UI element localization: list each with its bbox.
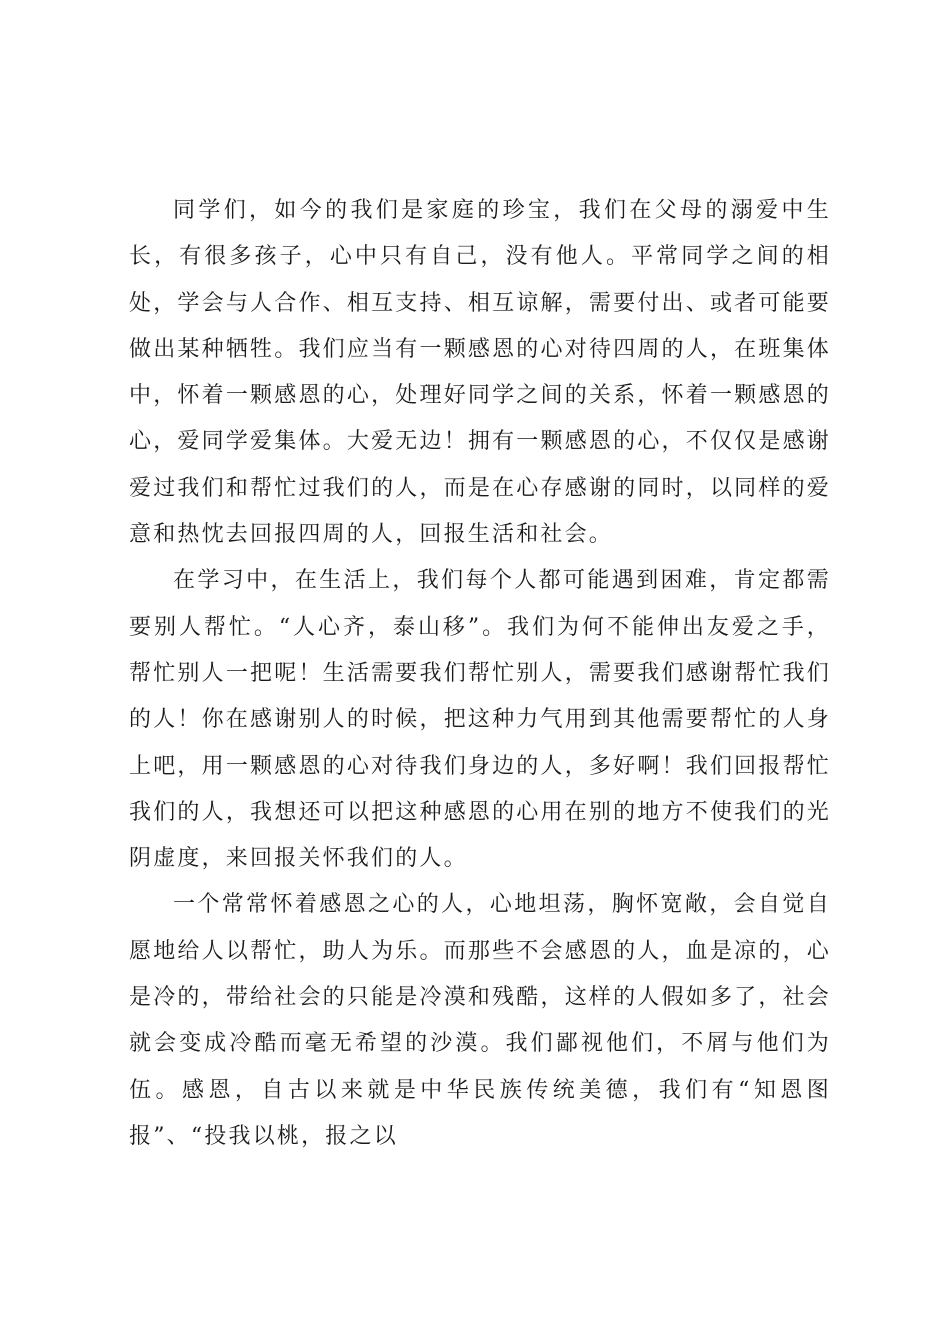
paragraph-2: 在学习中，在生活上，我们每个人都可能遇到困难，肯定都需要别人帮忙。“人心齐，泰山移”。我们为何不能伸出友爱之手，帮忙别人一把呢！生活需要我们帮忙别人，需要我们感谢帮忙我们的人！你在感谢别人的时候，把这种力气用到其他需要帮忙的人身上吧，用一颗感恩的心对待我们身边的人，多好啊！我们回报帮忙我们的人，我想还可以把这种感恩的心用在别的地方不使我们的光阴虚度，来回报关怀我们的人。 (129, 568, 831, 872)
paragraph-1: 同学们，如今的我们是家庭的珍宝，我们在父母的溺爱中生长，有很多孩子，心中只有自己，没有他人。平常同学之间的相处，学会与人合作、相互支持、相互谅解，需要付出、或者可能要做出某种牺牲。我们应当有一颗感恩的心对待四周的人，在班集体中，怀着一颗感恩的心，处理好同学之间的关系，怀着一颗感恩的心，爱同学爱集体。大爱无边！拥有一颗感恩的心，不仅仅是感谢爱过我们和帮忙过我们的人，而是在心存感谢的同时，以同样的爱意和热忱去回报四周的人，回报生活和社会。 (129, 198, 831, 548)
document-body (129, 188, 831, 1160)
paragraph-3: 一个常常怀着感恩之心的人，心地坦荡，胸怀宽敞，会自觉自愿地给人以帮忙，助人为乐。而那些不会感恩的人，血是凉的，心是冷的，带给社会的只能是冷漠和残酷，这样的人假如多了，社会就会变成冷酷而毫无希望的沙漠。我们鄙视他们，不屑与他们为伍。感恩，自古以来就是中华民族传统美德，我们有“知恩图报”、“投我以桃，报之以 (129, 892, 831, 1149)
